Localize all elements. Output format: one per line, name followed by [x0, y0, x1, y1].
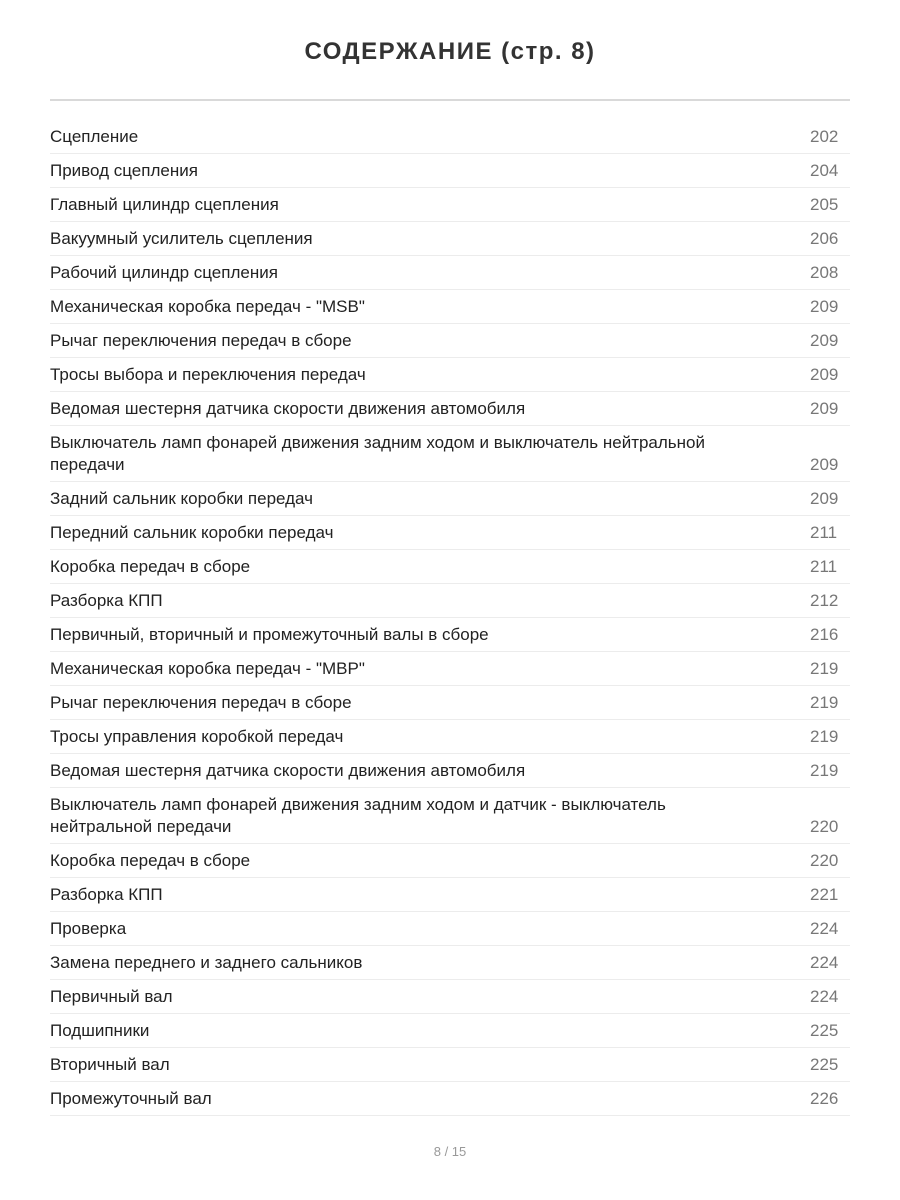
toc-entry-page: 208	[810, 263, 839, 282]
toc-entry[interactable]	[50, 946, 850, 980]
toc-entry-title[interactable]: Главный цилиндр сцепления	[50, 195, 279, 214]
toc-entry-page: 209	[810, 365, 839, 384]
toc-entry[interactable]	[50, 392, 850, 426]
toc-entry-page: 219	[810, 727, 839, 746]
toc-entry[interactable]	[50, 550, 850, 584]
toc-entry-page: 225	[810, 1021, 839, 1040]
toc-entry-page: 202	[810, 127, 839, 146]
toc-entry-title[interactable]: Сцепление	[50, 127, 139, 146]
toc-list	[50, 120, 850, 1116]
toc-entry-title[interactable]: Механическая коробка передач - "MBP"	[50, 659, 365, 678]
toc-entry-page: 211	[810, 557, 838, 576]
toc-entry-title[interactable]: Коробка передач в сборе	[50, 557, 251, 576]
toc-entry-page: 219	[810, 693, 839, 712]
toc-entry-title[interactable]: Разборка КПП	[50, 591, 163, 610]
toc-entry-title[interactable]: Разборка КПП	[50, 885, 163, 904]
toc-entry-page: 224	[810, 919, 839, 938]
toc-entry-page: 206	[810, 229, 839, 248]
toc-entry[interactable]	[50, 358, 850, 392]
toc-entry[interactable]	[50, 584, 850, 618]
toc-entry-title[interactable]: Подшипники	[50, 1021, 150, 1040]
toc-entry[interactable]	[50, 188, 850, 222]
toc-entry-page: 219	[810, 761, 839, 780]
toc-entry-page: 204	[810, 161, 839, 180]
toc-entry-page: 209	[810, 489, 839, 508]
toc-entry-page: 224	[810, 953, 839, 972]
toc-entry-page: 209	[810, 331, 839, 350]
toc-entry-title[interactable]: Ведомая шестерня датчика скорости движения автомобиля	[50, 761, 526, 780]
page-number: 8 / 15	[433, 1144, 467, 1159]
toc-entry-title[interactable]: Коробка передач в сборе	[50, 851, 251, 870]
toc-entry-page: 209	[810, 297, 839, 316]
toc-entry[interactable]	[50, 1048, 850, 1082]
toc-entry[interactable]	[50, 222, 850, 256]
title-divider	[50, 99, 850, 101]
toc-entry-page: 226	[810, 1089, 839, 1108]
toc-entry[interactable]	[50, 1082, 850, 1116]
toc-entry[interactable]	[50, 652, 850, 686]
toc-entry-title[interactable]: Привод сцепления	[50, 161, 198, 180]
toc-entry-title[interactable]: Выключатель ламп фонарей движения задним ходом и датчик - выключатель нейтральной передачи	[50, 795, 666, 836]
toc-entry-title[interactable]: Проверка	[50, 919, 127, 938]
toc-entry-page: 225	[810, 1055, 839, 1074]
toc-entry[interactable]	[50, 754, 850, 788]
toc-entry-page: 220	[810, 817, 839, 836]
toc-entry-title[interactable]: Задний сальник коробки передач	[50, 489, 313, 508]
toc-entry-title[interactable]: Механическая коробка передач - "MSB"	[50, 297, 365, 316]
toc-entry[interactable]	[50, 120, 850, 154]
toc-entry-page: 221	[810, 885, 839, 904]
toc-entry-title[interactable]: Первичный вал	[50, 987, 173, 1006]
toc-entry-title[interactable]: Рабочий цилиндр сцепления	[50, 263, 278, 282]
toc-entry-title[interactable]: Промежуточный вал	[50, 1089, 212, 1108]
toc-entry-title[interactable]: Передний сальник коробки передач	[50, 523, 334, 542]
toc-entry-title[interactable]: Первичный, вторичный и промежуточный валы в сборе	[50, 625, 489, 644]
toc-entry-page: 219	[810, 659, 839, 678]
toc-entry-title[interactable]: Выключатель ламп фонарей движения задним ходом и выключатель нейтральной передачи	[50, 433, 705, 474]
toc-entry-page: 216	[810, 625, 839, 644]
toc-entry-title[interactable]: Замена переднего и заднего сальников	[50, 953, 363, 972]
toc-entry-page: 205	[810, 195, 839, 214]
toc-entry[interactable]	[50, 482, 850, 516]
toc-entry[interactable]	[50, 154, 850, 188]
toc-entry[interactable]	[50, 618, 850, 652]
toc-entry[interactable]	[50, 686, 850, 720]
toc-entry-page: 211	[810, 523, 838, 542]
toc-entry-title[interactable]: Рычаг переключения передач в сборе	[50, 331, 352, 350]
toc-entry[interactable]	[50, 980, 850, 1014]
toc-entry-page: 209	[810, 399, 839, 418]
toc-entry-page: 212	[810, 591, 839, 610]
toc-entry-title[interactable]: Тросы управления коробкой передач	[50, 727, 344, 746]
toc-entry-title[interactable]: Тросы выбора и переключения передач	[50, 365, 366, 384]
toc-entry[interactable]	[50, 720, 850, 754]
toc-entry[interactable]	[50, 912, 850, 946]
toc-entry-title[interactable]: Вторичный вал	[50, 1055, 170, 1074]
toc-entry[interactable]	[50, 1014, 850, 1048]
toc-entry-page: 224	[810, 987, 839, 1006]
toc-entry-title[interactable]: Ведомая шестерня датчика скорости движения автомобиля	[50, 399, 526, 418]
toc-entry-page: 209	[810, 455, 839, 474]
page-title: СОДЕРЖАНИЕ (стр. 8)	[304, 38, 596, 65]
toc-entry[interactable]	[50, 290, 850, 324]
toc-entry[interactable]	[50, 844, 850, 878]
toc-entry[interactable]	[50, 516, 850, 550]
toc-entry[interactable]	[50, 324, 850, 358]
toc-entry-title[interactable]: Рычаг переключения передач в сборе	[50, 693, 352, 712]
toc-entry[interactable]	[50, 256, 850, 290]
toc-entry[interactable]	[50, 426, 850, 482]
toc-entry-page: 220	[810, 851, 839, 870]
toc-entry-title[interactable]: Вакуумный усилитель сцепления	[50, 229, 313, 248]
toc-entry[interactable]	[50, 788, 850, 844]
toc-entry[interactable]	[50, 878, 850, 912]
